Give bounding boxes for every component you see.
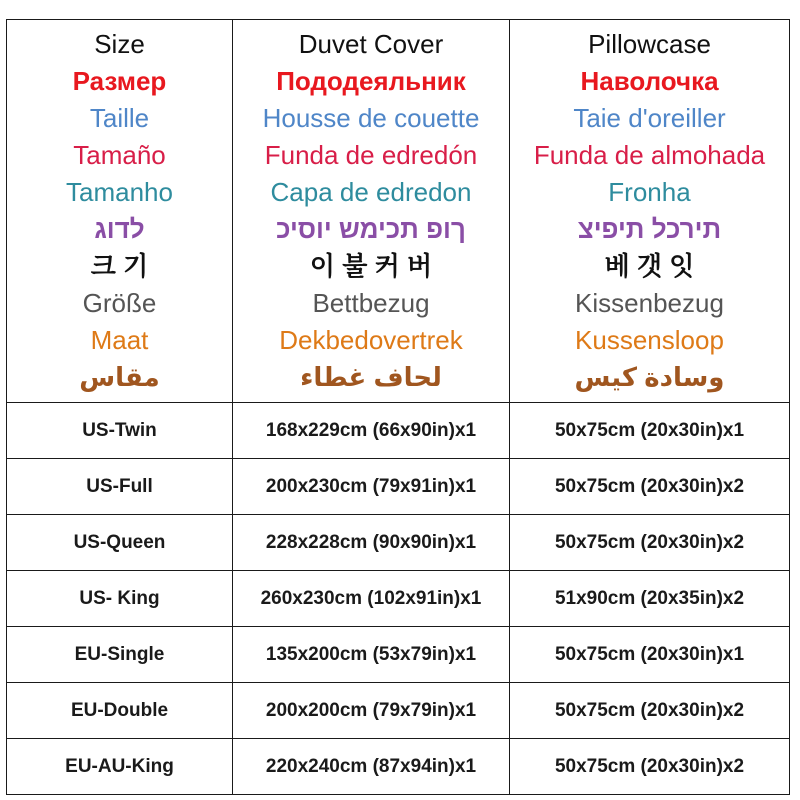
header-pillowcase-nl: Kussensloop: [575, 325, 724, 355]
table-row: [7, 683, 790, 739]
header-size-ko: 크 기: [90, 251, 149, 281]
duvet-cell: 228x228cm (90x90in)x1: [233, 515, 510, 571]
header-size-ru: Размер: [72, 66, 167, 96]
header-pillowcase-de: Kissenbezug: [575, 288, 724, 318]
size-cell: US-Queen: [7, 515, 233, 571]
header-size-fr: Taille: [89, 103, 150, 133]
size-cell: US-Full: [7, 459, 233, 515]
header-duvet-cover-he: ךופ תכימש יוסיכ: [276, 214, 466, 244]
header-pillowcase-ru: Наволочка: [580, 66, 719, 96]
duvet-cell: 200x230cm (79x91in)x1: [233, 459, 510, 515]
duvet-cell: 168x229cm (66x90in)x1: [233, 403, 510, 459]
header-pillowcase-pt: Fronha: [608, 177, 691, 207]
header-duvet-cover: [233, 20, 510, 403]
header-duvet-cover-ar: لحاف غطاء: [300, 362, 442, 392]
size-cell: US-Twin: [7, 403, 233, 459]
header-size-ar: مقاس: [79, 362, 160, 392]
header-duvet-cover-ko: 이 불 커 버: [309, 251, 433, 281]
size-cell: US- King: [7, 571, 233, 627]
size-cell: EU-AU-King: [7, 739, 233, 795]
size-chart-body: [7, 20, 790, 795]
table-row: [7, 403, 790, 459]
pillowcase-cell: 50x75cm (20x30in)x2: [510, 515, 790, 571]
header-pillowcase-he: תירכל תיפיצ: [577, 214, 722, 244]
pillowcase-cell: 50x75cm (20x30in)x2: [510, 459, 790, 515]
header-duvet-cover-en: Duvet Cover: [298, 29, 444, 59]
header-row: [7, 20, 790, 403]
table-row: [7, 571, 790, 627]
pillowcase-cell: 50x75cm (20x30in)x1: [510, 403, 790, 459]
header-pillowcase-es: Funda de almohada: [533, 140, 766, 170]
header-size-en: Size: [94, 29, 145, 59]
table-row: [7, 627, 790, 683]
header-size-de: Größe: [82, 288, 157, 318]
duvet-cell: 220x240cm (87x94in)x1: [233, 739, 510, 795]
header-size-nl: Maat: [90, 325, 149, 355]
header-duvet-cover-es: Funda de edredón: [264, 140, 478, 170]
header-size: [7, 20, 233, 403]
header-duvet-cover-de: Bettbezug: [312, 288, 430, 318]
header-pillowcase-en: Pillowcase: [588, 29, 711, 59]
header-pillowcase-ar: وسادة كيس: [574, 362, 725, 392]
duvet-cell: 260x230cm (102x91in)x1: [233, 571, 510, 627]
header-size-he: לדוג: [94, 214, 145, 244]
table-row: [7, 739, 790, 795]
duvet-cell: 135x200cm (53x79in)x1: [233, 627, 510, 683]
table-row: [7, 515, 790, 571]
pillowcase-cell: 50x75cm (20x30in)x2: [510, 683, 790, 739]
size-cell: EU-Double: [7, 683, 233, 739]
header-pillowcase: [510, 20, 790, 403]
size-chart-table: [6, 19, 790, 795]
pillowcase-cell: 50x75cm (20x30in)x1: [510, 627, 790, 683]
header-pillowcase-fr: Taie d'oreiller: [573, 103, 726, 133]
header-size-pt: Tamanho: [66, 177, 173, 207]
header-pillowcase-ko: 베 갯 잇: [604, 251, 695, 281]
pillowcase-cell: 51x90cm (20x35in)x2: [510, 571, 790, 627]
header-duvet-cover-ru: Пододеяльник: [276, 66, 466, 96]
header-duvet-cover-pt: Capa de edredon: [270, 177, 472, 207]
size-cell: EU-Single: [7, 627, 233, 683]
header-size-es: Tamaño: [73, 140, 166, 170]
pillowcase-cell: 50x75cm (20x30in)x2: [510, 739, 790, 795]
duvet-cell: 200x200cm (79x79in)x1: [233, 683, 510, 739]
table-row: [7, 459, 790, 515]
header-duvet-cover-nl: Dekbedovertrek: [279, 325, 463, 355]
header-duvet-cover-fr: Housse de couette: [262, 103, 480, 133]
